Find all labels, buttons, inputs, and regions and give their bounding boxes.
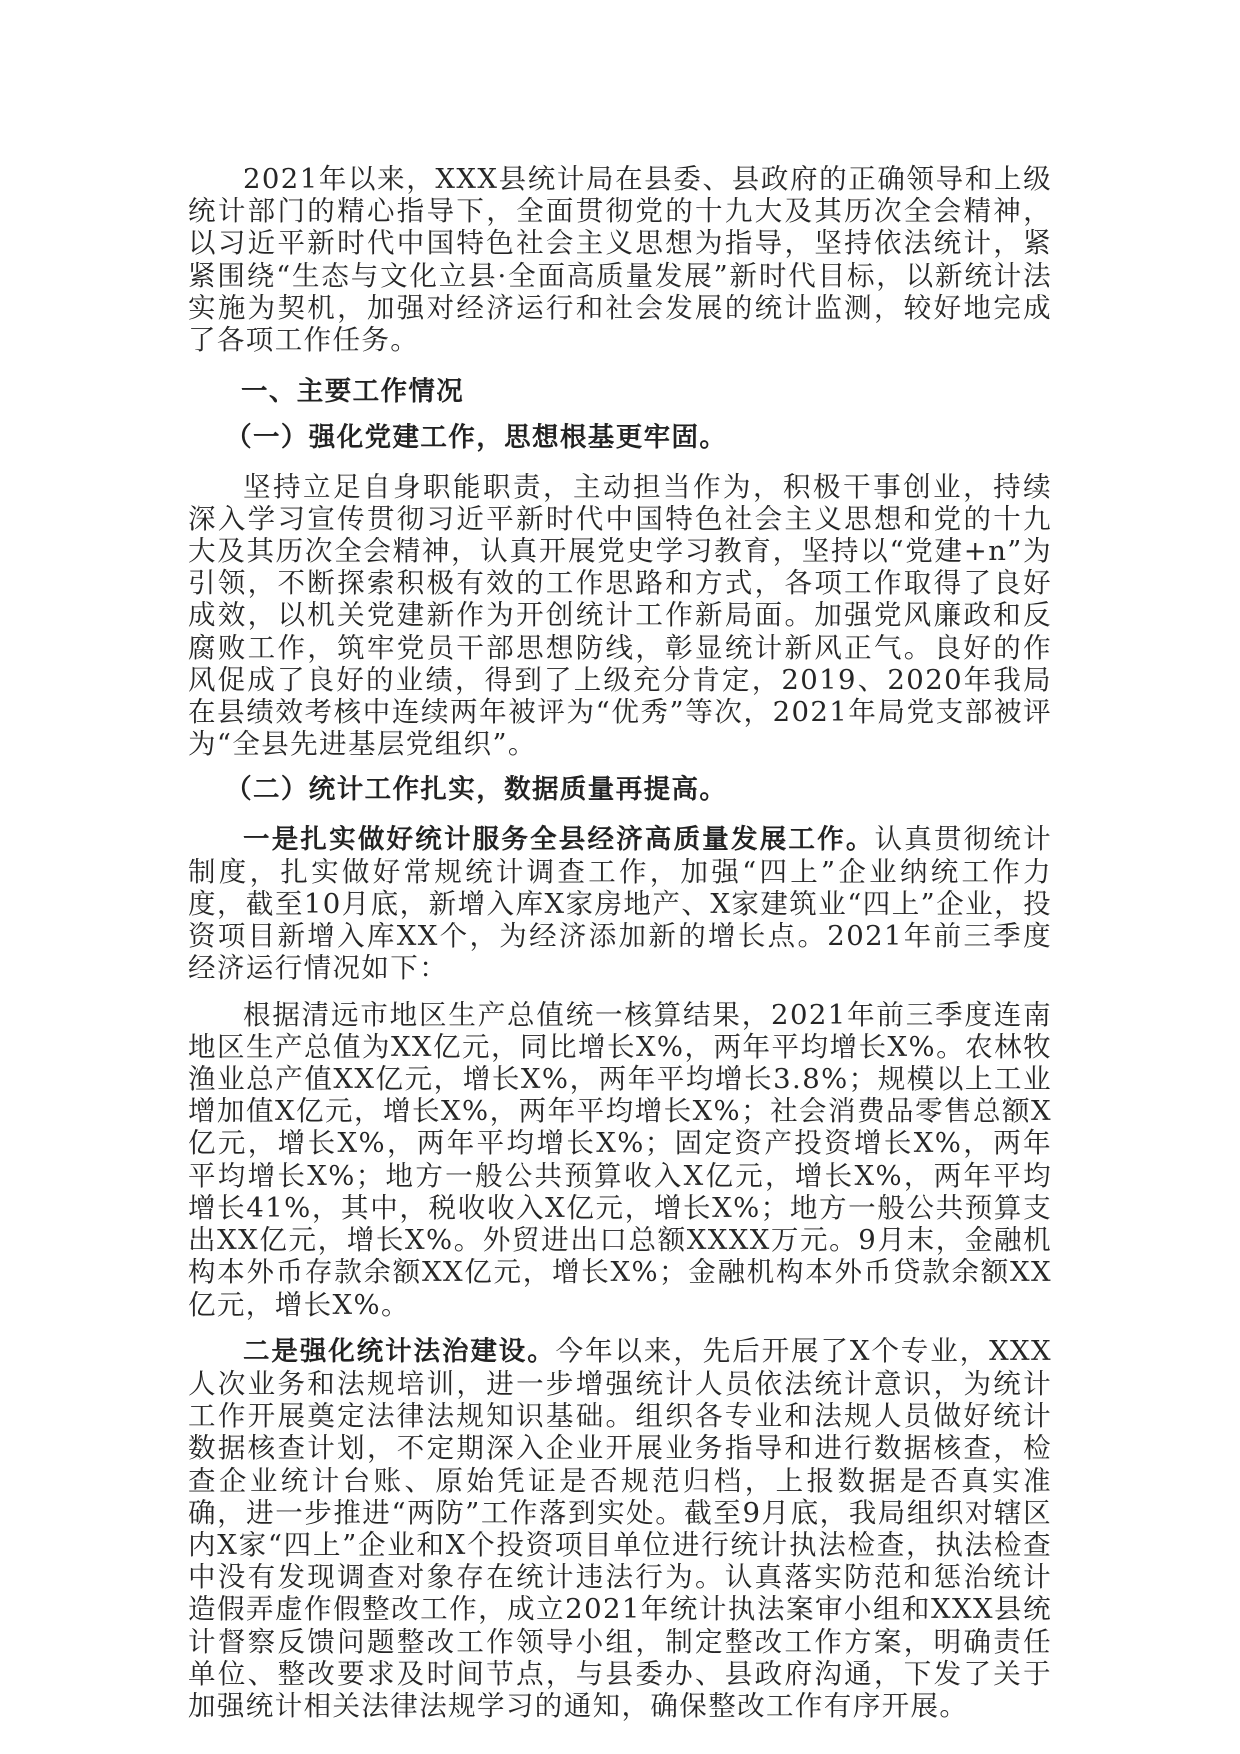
paragraph-body-statistics-service: 认真贯彻统计制度，扎实做好常规统计调查工作，加强“四上”企业纳统工作力度，截至10月底，新增入库X家房地产、X家建筑业“四上”企业，投资项目新增入库XX个，为经济添加新的增长点。2021年前三季度经济运行情况如下： [188,822,1052,985]
paragraph-body-rule-of-law: 今年以来，先后开展了X个专业，XXX人次业务和法规培训，进一步增强统计人员依法统计意识，为统计工作开展奠定法律法规知识基础。组织各专业和法规人员做好统计数据核查计划，不定期深入企业开展业务指导和进行数据核查，检查企业统计台账、原始凭证是否规范归档，上报数据是否真实准确，进一步推进“两防”工作落到实处。截至9月底，我局组织对辖区内X家“四上”企业和X个投资项目单位进行统计执法检查，执法检查中没有发现调查对象存在统计违法行为。认真落实防范和惩治统计造假弄虚作假整改工作，成立2021年统计执法案审小组和XXX县统计督察反馈问题整改工作领导小组，制定整改工作方案，明确责任单位、整改要求及时间节点，与县委办、县政府沟通，下发了关于加强统计相关法律法规学习的通知，确保整改工作有序开展。 [188,1334,1052,1722]
paragraph-lead-statistics-service: 一是扎实做好统计服务全县经济高质量发展工作。 [243,823,875,855]
statistics-service-paragraph [188,823,1052,985]
intro-paragraph: 2021年以来，XXX县统计局在县委、县政府的正确领导和上级统计部门的精心指导下，全面贯彻党的十九大及其历次全会精神，以习近平新时代中国特色社会主义思想为指导，坚持依法统计，紧紧围绕“生态与文化立县·全面高质量发展”新时代目标，以新统计法实施为契机，加强对经济运行和社会发展的统计监测，较好地完成了各项工作任务。 [188,163,1052,357]
paragraph-lead-rule-of-law: 二是强化统计法治建设。 [243,1335,556,1367]
subsection-heading-statistics-work: （二）统计工作扎实，数据质量再提高。 [225,774,728,806]
section-heading-main-work: 一、主要工作情况 [241,376,465,408]
rule-of-law-paragraph [188,1335,1052,1722]
party-building-paragraph: 坚持立足自身职能职责，主动担当作为，积极干事创业，持续深入学习宣传贯彻习近平新时代中国特色社会主义思想和党的十九大及其历次全会精神，认真开展党史学习教育，坚持以“党建+n”为引领，不断探索积极有效的工作思路和方式，各项工作取得了良好成效，以机关党建新作为开创统计工作新局面。加强党风廉政和反腐败工作，筑牢党员干部思想防线，彰显统计新风正气。良好的作风促成了良好的业绩，得到了上级充分肯定，2019、2020年我局在县绩效考核中连续两年被评为“优秀”等次，2021年局党支部被评为“全县先进基层党组织”。 [188,470,1052,761]
subsection-heading-party-building: （一）强化党建工作，思想根基更牢固。 [225,422,728,454]
economic-indicators-paragraph: 根据清远市地区生产总值统一核算结果，2021年前三季度连南地区生产总值为XX亿元，同比增长X%，两年平均增长X%。农林牧渔业总产值XX亿元，增长X%，两年平均增长3.8%；规模以上工业增加值X亿元，增长X%，两年平均增长X%；社会消费品零售总额X亿元，增长X%，两年平均增长X%；固定资产投资增长X%，两年平均增长X%；地方一般公共预算收入X亿元，增长X%，两年平均增长41%，其中，税收收入X亿元，增长X%；地方一般公共预算支出XX亿元，增长X%。外贸进出口总额XXXX万元。9月末，金融机构本外币存款余额XX亿元，增长X%；金融机构本外币贷款余额XX亿元，增长X%。 [188,998,1052,1321]
document-page [188,163,1052,1736]
